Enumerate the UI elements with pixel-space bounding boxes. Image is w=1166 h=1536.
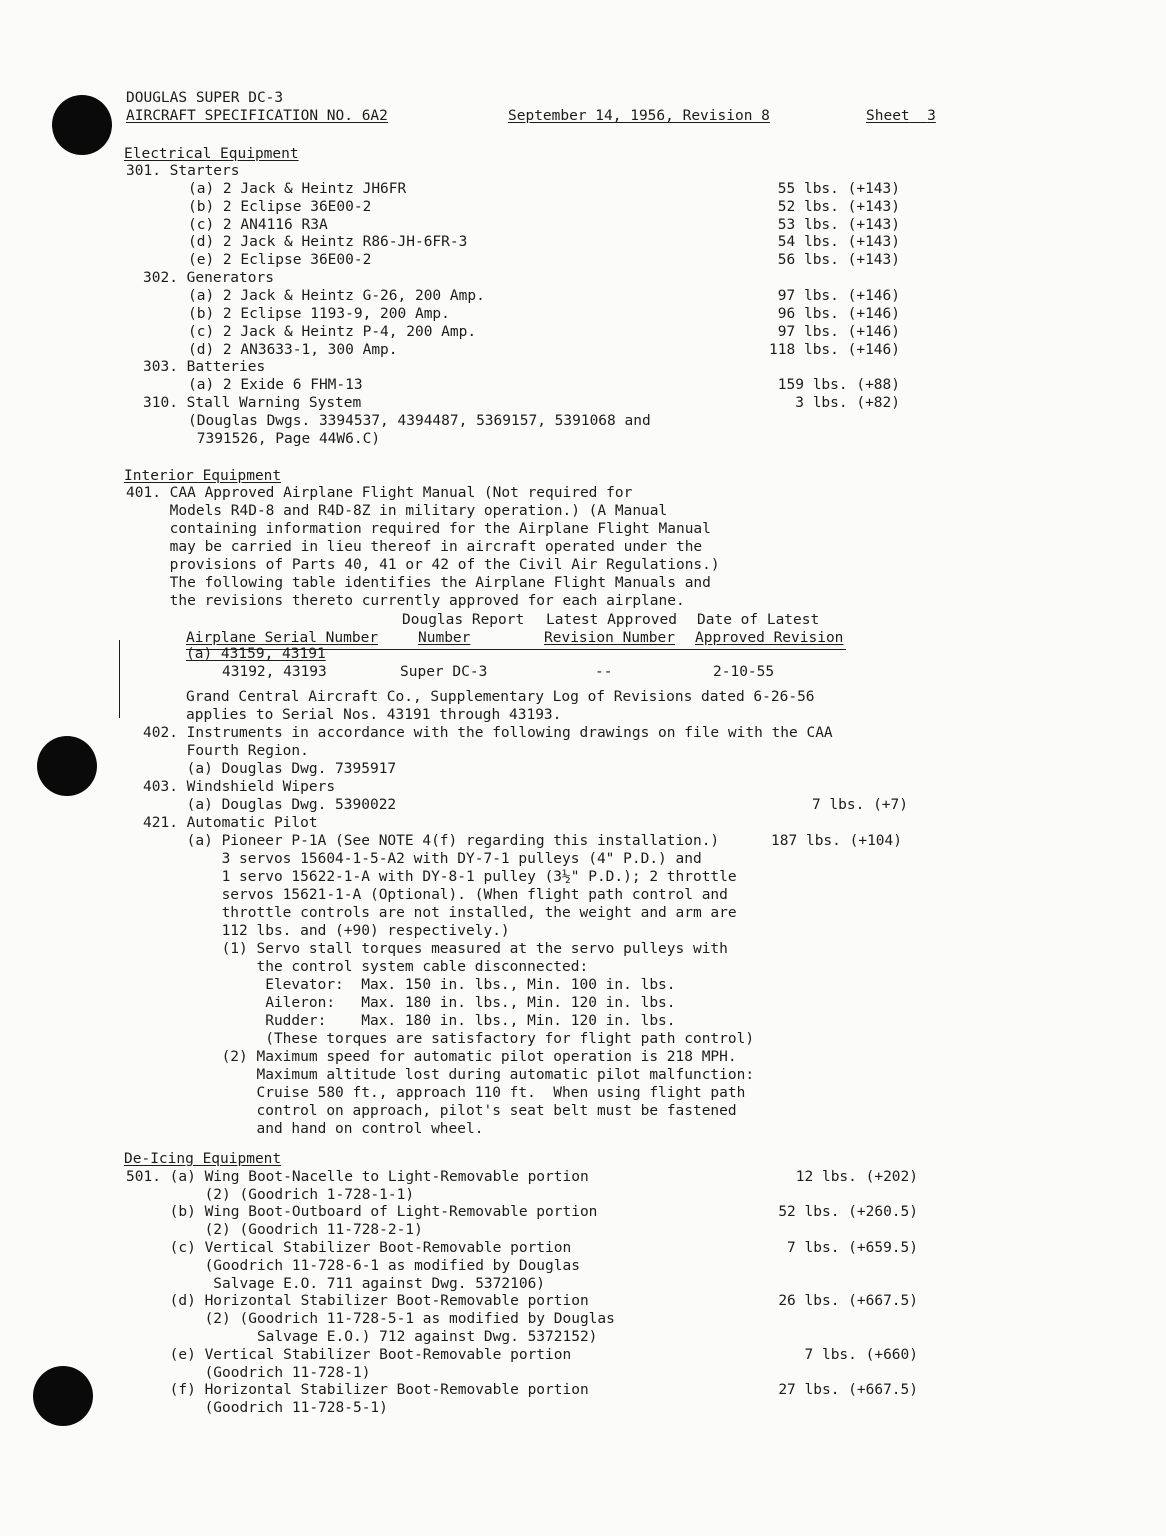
punch-hole-bottom bbox=[33, 1366, 93, 1426]
equipment-line: (c) 2 AN4116 R3A bbox=[188, 216, 328, 233]
equipment-line: (e) 2 Eclipse 36E00-2 bbox=[188, 252, 372, 269]
table-row2-serial: 43192, 43193 bbox=[222, 664, 327, 680]
header-sheet bbox=[866, 108, 936, 125]
revision-bracket bbox=[119, 640, 128, 718]
p401-line: Models R4D-8 and R4D-8Z in military operation.) (A Manual bbox=[126, 503, 668, 519]
p402-line: Fourth Region. bbox=[143, 743, 309, 759]
weight-arm: 97 lbs. (+146) bbox=[777, 287, 900, 304]
p421-line: 421. Automatic Pilot bbox=[143, 815, 318, 831]
weight-421: 187 lbs. (+104) bbox=[771, 833, 902, 849]
weight-arm: 54 lbs. (+143) bbox=[777, 234, 900, 251]
weight-arm: 96 lbs. (+146) bbox=[777, 305, 900, 322]
weight-arm: 159 lbs. (+88) bbox=[777, 377, 900, 394]
equipment-line: (a) 2 Jack & Heintz G-26, 200 Amp. bbox=[188, 287, 485, 304]
th-date-1: Date of Latest bbox=[697, 612, 820, 628]
equipment-line: (b) 2 Eclipse 36E00-2 bbox=[188, 198, 372, 215]
header-date: September 14, 1956, Revision 8 bbox=[508, 108, 770, 124]
deicing-weight: 7 lbs. (+659.5) bbox=[787, 1240, 918, 1256]
equipment-line: (c) 2 Jack & Heintz P-4, 200 Amp. bbox=[188, 323, 477, 340]
section-title-deicing: De-Icing Equipment bbox=[124, 1151, 282, 1167]
section-title-electrical: Electrical Equipment bbox=[124, 146, 299, 162]
table-row-date: 2-10-55 bbox=[713, 664, 775, 680]
th-serial: Airplane Serial Number bbox=[186, 630, 379, 646]
equipment-line: (Douglas Dwgs. 3394537, 4394487, 5369157, 5391068 and bbox=[188, 412, 651, 429]
p402-line: 402. Instruments in accordance with the following drawings on file with the CAA bbox=[143, 725, 833, 741]
deicing-line: 501. (a) Wing Boot-Nacelle to Light-Removable portion bbox=[126, 1169, 589, 1185]
p421-line: (These torques are satisfactory for flight path control) bbox=[143, 1031, 755, 1047]
deicing-weight: 7 lbs. (+660) bbox=[804, 1347, 918, 1363]
th-revision-1: Latest Approved bbox=[546, 612, 677, 628]
deicing-line: (c) Vertical Stabilizer Boot-Removable portion bbox=[126, 1240, 572, 1256]
weight-arm: 52 lbs. (+143) bbox=[777, 198, 900, 215]
p401-line: may be carried in lieu thereof in aircraft operated under the bbox=[126, 539, 703, 555]
deicing-line: (e) Vertical Stabilizer Boot-Removable portion bbox=[126, 1347, 572, 1363]
deicing-line: (d) Horizontal Stabilizer Boot-Removable portion bbox=[126, 1293, 589, 1309]
table-row-revision: -- bbox=[595, 664, 613, 680]
gcac-line: applies to Serial Nos. 43191 through 43193. bbox=[186, 707, 562, 723]
weight-arm: 53 lbs. (+143) bbox=[777, 216, 900, 233]
equipment-line: (a) 2 Jack & Heintz JH6FR bbox=[188, 180, 407, 197]
p421-line: throttle controls are not installed, the weight and arm are bbox=[143, 905, 737, 921]
table-row-report: Super DC-3 bbox=[400, 664, 488, 680]
deicing-line: Salvage E.O. 711 against Dwg. 5372106) bbox=[126, 1275, 546, 1292]
table-row1-serial: (a) 43159, 43191 bbox=[186, 646, 326, 662]
p401-line: containing information required for the Airplane Flight Manual bbox=[126, 521, 711, 537]
section-title-interior: Interior Equipment bbox=[124, 468, 282, 484]
sheet-number: 3 bbox=[927, 108, 936, 124]
deicing-line: (f) Horizontal Stabilizer Boot-Removable portion bbox=[126, 1382, 589, 1398]
p421-line: control on approach, pilot's seat belt must be fastened bbox=[143, 1103, 737, 1119]
p402-line: (a) Douglas Dwg. 7395917 bbox=[143, 761, 397, 777]
item-302: 302. Generators bbox=[143, 270, 274, 287]
sheet-label: Sheet bbox=[866, 108, 910, 124]
equipment-line: (d) 2 Jack & Heintz R86-JH-6FR-3 bbox=[188, 234, 468, 251]
p403-line: (a) Douglas Dwg. 5390022 bbox=[143, 797, 397, 813]
th-date-2: Approved Revision bbox=[695, 630, 844, 646]
weight-arm: 97 lbs. (+146) bbox=[777, 323, 900, 340]
p421-line: (2) Maximum speed for automatic pilot operation is 218 MPH. bbox=[143, 1049, 737, 1065]
header-line-2: AIRCRAFT SPECIFICATION NO. 6A2 bbox=[126, 108, 388, 124]
th-report-2: Number bbox=[418, 630, 471, 646]
punch-hole-middle bbox=[37, 736, 97, 796]
p421-line: the control system cable disconnected: bbox=[143, 959, 589, 975]
deicing-weight: 27 lbs. (+667.5) bbox=[778, 1382, 918, 1398]
equipment-line: 7391526, Page 44W6.C) bbox=[188, 430, 381, 447]
deicing-line: (2) (Goodrich 1-728-1-1) bbox=[126, 1186, 415, 1203]
th-report-1: Douglas Report bbox=[402, 612, 525, 628]
p401-line: The following table identifies the Airplane Flight Manuals and bbox=[126, 575, 711, 591]
p421-line: (1) Servo stall torques measured at the servo pulleys with bbox=[143, 941, 728, 957]
equipment-line: (a) 2 Exide 6 FHM-13 bbox=[188, 377, 363, 394]
p401-line: the revisions thereto currently approved for each airplane. bbox=[126, 593, 685, 609]
p421-line: (a) Pioneer P-1A (See NOTE 4(f) regarding this installation.) bbox=[143, 833, 720, 849]
p421-line: servos 15621-1-A (Optional). (When flight path control and bbox=[143, 887, 728, 903]
p421-line: 112 lbs. and (+90) respectively.) bbox=[143, 923, 510, 939]
weight-403: 7 lbs. (+7) bbox=[811, 797, 908, 813]
p421-line: 3 servos 15604-1-5-A2 with DY-7-1 pulleys (4" P.D.) and bbox=[143, 851, 702, 867]
deicing-weight: 12 lbs. (+202) bbox=[795, 1169, 918, 1185]
p421-line: Rudder: Max. 180 in. lbs., Min. 120 in. lbs. bbox=[143, 1013, 676, 1029]
header-line-1: DOUGLAS SUPER DC-3 bbox=[126, 90, 284, 106]
item-303: 303. Batteries bbox=[143, 359, 266, 376]
gcac-line: Grand Central Aircraft Co., Supplementary Log of Revisions dated 6-26-56 bbox=[186, 689, 815, 705]
deicing-line: Salvage E.O.) 712 against Dwg. 5372152) bbox=[126, 1328, 598, 1345]
deicing-weight: 26 lbs. (+667.5) bbox=[778, 1293, 918, 1309]
punch-hole-top bbox=[52, 95, 112, 155]
p421-line: Cruise 580 ft., approach 110 ft. When using flight path bbox=[143, 1085, 746, 1101]
deicing-line: (2) (Goodrich 11-728-2-1) bbox=[126, 1221, 423, 1238]
weight-arm: 56 lbs. (+143) bbox=[777, 252, 900, 269]
th-revision-2: Revision Number bbox=[544, 630, 675, 646]
item-301: 301. Starters bbox=[126, 163, 240, 179]
equipment-line: (d) 2 AN3633-1, 300 Amp. bbox=[188, 341, 398, 358]
p421-line: Maximum altitude lost during automatic pilot malfunction: bbox=[143, 1067, 755, 1083]
deicing-line: (2) (Goodrich 11-728-5-1 as modified by Douglas bbox=[126, 1310, 615, 1327]
p421-line: Aileron: Max. 180 in. lbs., Min. 120 in. lbs. bbox=[143, 995, 676, 1011]
p403-line: 403. Windshield Wipers bbox=[143, 779, 336, 795]
p421-line: 1 servo 15622-1-A with DY-8-1 pulley (3½" P.D.); 2 throttle bbox=[143, 869, 737, 885]
deicing-line: (Goodrich 11-728-6-1 as modified by Douglas bbox=[126, 1257, 580, 1274]
p421-line: Elevator: Max. 150 in. lbs., Min. 100 in. lbs. bbox=[143, 977, 676, 993]
deicing-line: (Goodrich 11-728-1) bbox=[126, 1364, 371, 1381]
deicing-weight: 52 lbs. (+260.5) bbox=[778, 1204, 918, 1220]
p401-line: 401. CAA Approved Airplane Flight Manual (Not required for bbox=[126, 485, 633, 501]
weight-arm: 3 lbs. (+82) bbox=[795, 395, 900, 412]
item-310: 310. Stall Warning System bbox=[143, 395, 362, 412]
deicing-line: (Goodrich 11-728-5-1) bbox=[126, 1399, 388, 1416]
weight-arm: 55 lbs. (+143) bbox=[777, 180, 900, 197]
weight-arm: 118 lbs. (+146) bbox=[769, 341, 900, 358]
p421-line: and hand on control wheel. bbox=[143, 1121, 484, 1137]
equipment-line: (b) 2 Eclipse 1193-9, 200 Amp. bbox=[188, 305, 450, 322]
deicing-line: (b) Wing Boot-Outboard of Light-Removable portion bbox=[126, 1204, 598, 1220]
p401-line: provisions of Parts 40, 41 or 42 of the Civil Air Regulations.) bbox=[126, 557, 720, 573]
